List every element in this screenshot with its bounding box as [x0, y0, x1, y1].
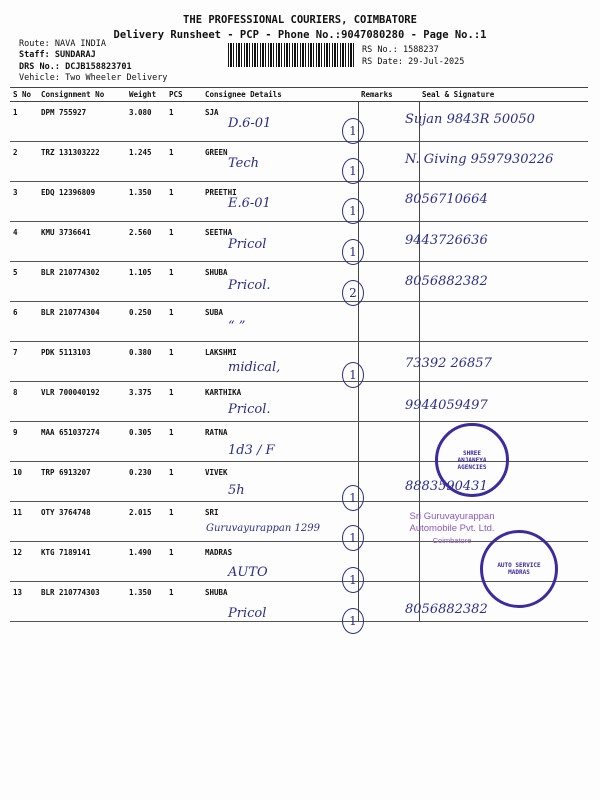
- row-weight: 0.380: [126, 342, 166, 382]
- handwritten-remark: 5h: [228, 483, 245, 498]
- handwritten-signature: 9944059497: [405, 398, 488, 413]
- handwritten-remark: AUTO: [228, 565, 268, 580]
- table-row: [10, 382, 588, 422]
- row-consignee: RATNA: [202, 422, 358, 462]
- row-pcs: 1: [166, 582, 202, 622]
- row-sno: 2: [10, 142, 38, 182]
- col-header-sno: S No: [10, 88, 38, 102]
- row-weight: 0.230: [126, 462, 166, 502]
- row-weight: 2.015: [126, 502, 166, 542]
- row-consignee: SJA: [202, 102, 358, 142]
- row-consignment-no: PDK 5113103: [38, 342, 126, 382]
- table-row: [10, 182, 588, 222]
- handwritten-remark: Pricol: [228, 606, 267, 621]
- route-line: Route: NAVA INDIA: [19, 39, 107, 49]
- row-pcs: 1: [166, 342, 202, 382]
- remark-circle: 1: [342, 362, 364, 388]
- row-pcs: 1: [166, 462, 202, 502]
- row-consignee: SRI: [202, 502, 358, 542]
- row-consignment-no: KMU 3736641: [38, 222, 126, 262]
- row-consignee: VIVEK: [202, 462, 358, 502]
- row-consignment-no: BLR 210774302: [38, 262, 126, 302]
- table-row: [10, 262, 588, 302]
- company-stamp: Sri Guruvayurappan Automobile Pvt. Ltd. Coimbatore: [409, 511, 495, 545]
- auto-service-stamp: AUTO SERVICE MADRAS: [480, 530, 558, 608]
- handwritten-remark: Guruvayurappan 1299: [206, 523, 320, 534]
- row-sno: 9: [10, 422, 38, 462]
- row-sno: 4: [10, 222, 38, 262]
- row-consignee: PREETHI: [202, 182, 358, 222]
- row-pcs: 1: [166, 422, 202, 462]
- row-sno: 12: [10, 542, 38, 582]
- col-header-weight: Weight: [126, 88, 166, 102]
- remark-circle: 1: [342, 567, 364, 593]
- row-weight: 1.245: [126, 142, 166, 182]
- row-consignment-no: VLR 700040192: [38, 382, 126, 422]
- staff-value: SUNDARAJ: [54, 50, 96, 60]
- remark-circle: 1: [342, 485, 364, 511]
- row-consignee: LAKSHMI: [202, 342, 358, 382]
- row-consignment-no: DPM 755927: [38, 102, 126, 142]
- handwritten-remark: Pricol.: [228, 278, 271, 293]
- row-consignment-no: KTG 7189141: [38, 542, 126, 582]
- handwritten-signature: 9443726636: [405, 233, 488, 248]
- barcode: [228, 43, 354, 67]
- row-consignee: KARTHIKA: [202, 382, 358, 422]
- row-pcs: 1: [166, 222, 202, 262]
- row-consignment-no: TRP 6913207: [38, 462, 126, 502]
- row-weight: 0.305: [126, 422, 166, 462]
- handwritten-remark: Tech: [228, 156, 260, 171]
- handwritten-signature: 73392 26857: [405, 356, 492, 371]
- staff-line: Staff: SUNDARAJ: [19, 50, 96, 60]
- row-weight: 1.350: [126, 182, 166, 222]
- row-consignee: SHUBA: [202, 262, 358, 302]
- row-pcs: 1: [166, 182, 202, 222]
- table-header-row: [10, 88, 588, 102]
- runsheet-subtitle: Delivery Runsheet - PCP - Phone No.:9047080280 - Page No.:1: [113, 29, 487, 41]
- row-pcs: 1: [166, 502, 202, 542]
- remark-circle: 1: [342, 158, 364, 184]
- row-sno: 11: [10, 502, 38, 542]
- remark-circle: 1: [342, 118, 364, 144]
- col-header-remarks: Remarks: [358, 88, 419, 102]
- row-sno: 7: [10, 342, 38, 382]
- row-weight: 3.080: [126, 102, 166, 142]
- row-remarks: [358, 422, 419, 462]
- row-sno: 3: [10, 182, 38, 222]
- row-remarks: [358, 302, 419, 342]
- handwritten-remark: Pricol.: [228, 402, 271, 417]
- handwritten-signature: 8056882382: [405, 602, 488, 617]
- route-value: NAVA INDIA: [54, 39, 107, 49]
- row-sno: 5: [10, 262, 38, 302]
- row-pcs: 1: [166, 302, 202, 342]
- col-header-signature: Seal & Signature: [419, 88, 588, 102]
- vehicle-value: Two Wheeler Delivery: [65, 73, 168, 83]
- table-row: [10, 342, 588, 382]
- row-consignment-no: MAA 651037274: [38, 422, 126, 462]
- row-consignment-no: BLR 210774303: [38, 582, 126, 622]
- row-pcs: 1: [166, 142, 202, 182]
- drs-line: DRS No.: DCJB158823701: [19, 62, 132, 72]
- row-sno: 1: [10, 102, 38, 142]
- row-weight: 1.105: [126, 262, 166, 302]
- handwritten-signature: Sujan 9843R 50050: [405, 112, 535, 127]
- remark-circle: 1: [342, 525, 364, 551]
- handwritten-remark: E.6-01: [228, 196, 271, 211]
- row-pcs: 1: [166, 382, 202, 422]
- row-weight: 3.375: [126, 382, 166, 422]
- handwritten-remark: Pricol: [228, 237, 267, 252]
- vehicle-line: Vehicle: Two Wheeler Delivery: [19, 73, 168, 83]
- col-header-consignment: Consignment No: [38, 88, 126, 102]
- row-weight: 1.350: [126, 582, 166, 622]
- handwritten-remark: D.6-01: [228, 116, 272, 131]
- remark-circle: 1: [342, 239, 364, 265]
- row-pcs: 1: [166, 102, 202, 142]
- col-header-consignee: Consignee Details: [202, 88, 358, 102]
- row-weight: 2.560: [126, 222, 166, 262]
- table-row: [10, 302, 588, 342]
- drs-value: DCJB158823701: [65, 62, 132, 72]
- handwritten-remark: midical,: [228, 360, 281, 375]
- row-sno: 13: [10, 582, 38, 622]
- remark-circle: 1: [342, 198, 364, 224]
- row-consignment-no: EDQ 12396809: [38, 182, 126, 222]
- row-weight: 1.490: [126, 542, 166, 582]
- rs-no-line: RS No.: 1588237: [362, 45, 439, 55]
- row-consignee: SEETHA: [202, 222, 358, 262]
- handwritten-signature: 8056710664: [405, 192, 488, 207]
- remark-circle: 2: [342, 280, 364, 306]
- remark-circle: 1: [342, 608, 364, 634]
- handwritten-signature: 8056882382: [405, 274, 488, 289]
- row-consignment-no: TRZ 131303222: [38, 142, 126, 182]
- rs-no-value: 1588237: [402, 45, 439, 55]
- col-header-pcs: PCS: [166, 88, 202, 102]
- row-consignee: SUBA: [202, 302, 358, 342]
- row-consignee: SHUBA: [202, 582, 358, 622]
- row-sno: 8: [10, 382, 38, 422]
- table-row: [10, 222, 588, 262]
- company-title: THE PROFESSIONAL COURIERS, COIMBATORE: [183, 14, 417, 26]
- handwritten-remark: 1d3 / F: [228, 443, 275, 458]
- row-consignee: MADRAS: [202, 542, 358, 582]
- handwritten-signature: N. Giving 9597930226: [405, 152, 554, 167]
- row-signature: [419, 302, 588, 342]
- row-weight: 0.250: [126, 302, 166, 342]
- handwritten-signature: 8883590431: [405, 479, 488, 494]
- row-remarks: [358, 542, 419, 582]
- row-sno: 6: [10, 302, 38, 342]
- row-consignment-no: OTY 3764748: [38, 502, 126, 542]
- handwritten-remark: “ ”: [228, 319, 246, 334]
- row-consignee: GREEN: [202, 142, 358, 182]
- row-pcs: 1: [166, 542, 202, 582]
- round-seal-stamp: SHREE ANJANEYA AGENCIES: [435, 423, 509, 497]
- row-consignment-no: BLR 210774304: [38, 302, 126, 342]
- rs-date-line: RS Date: 29-Jul-2025: [362, 57, 465, 67]
- row-pcs: 1: [166, 262, 202, 302]
- row-sno: 10: [10, 462, 38, 502]
- rs-date-value: 29-Jul-2025: [408, 57, 465, 67]
